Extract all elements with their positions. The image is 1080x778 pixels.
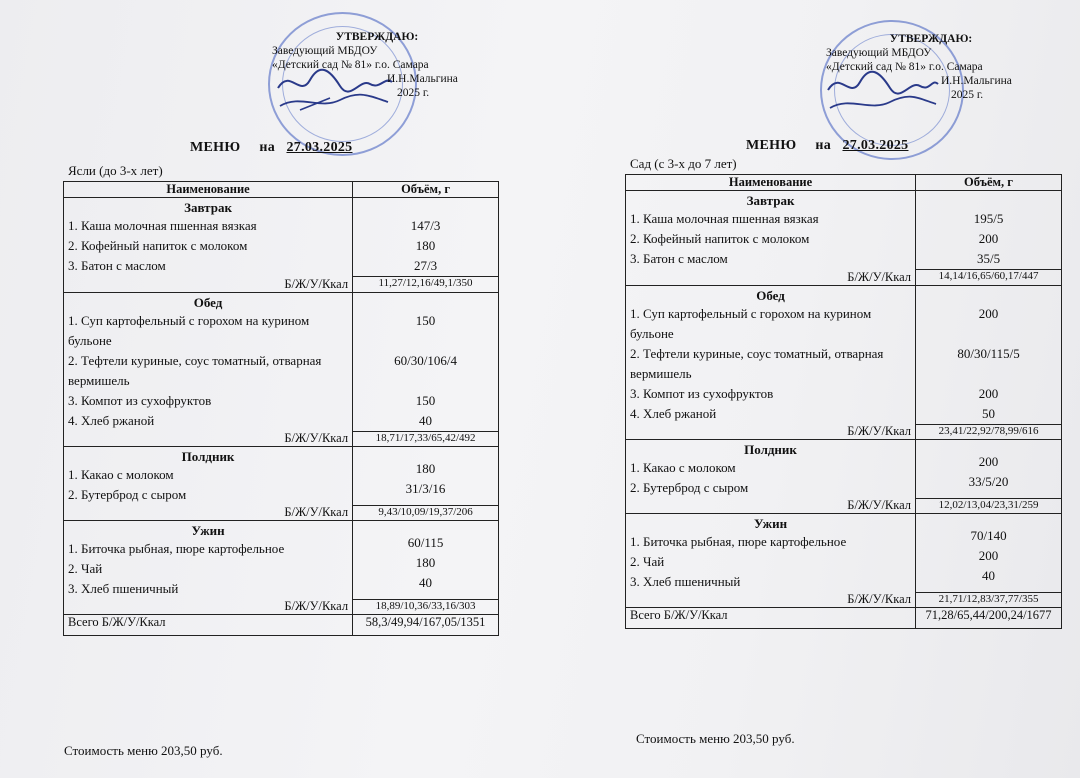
item-volume: 33/5/20 xyxy=(968,474,1009,489)
item-volume: 27/3 xyxy=(413,258,438,273)
approval-position: Заведующий МБДОУ xyxy=(826,47,932,59)
menu-item: 2. Тефтели куриные, соус томатный, отварная вермишель xyxy=(68,352,322,388)
item-volume: 150 xyxy=(415,392,436,408)
menu-item: 3. Батон с маслом xyxy=(630,251,728,266)
nutrition-label: Б/Ж/У/Ккал xyxy=(626,270,916,286)
left-age-group: Ясли (до 3-х лет) xyxy=(68,163,163,178)
approval-name: И.Н.Мальгина xyxy=(941,75,1012,87)
item-volume: 147/3 xyxy=(410,218,441,233)
menu-item: 2. Кофейный напиток с молоком xyxy=(68,238,248,253)
section-title: Завтрак xyxy=(746,193,795,208)
menu-on: на xyxy=(815,138,832,153)
menu-item: 3. Компот из сухофруктов xyxy=(630,385,774,401)
left-menu-table xyxy=(63,181,499,636)
item-volume: 200 xyxy=(978,454,999,469)
right-menu-cost: Стоимость меню 203,50 руб. xyxy=(636,731,795,746)
item-volume: 40 xyxy=(982,568,996,583)
approval-org: «Детский сад № 81» г.о. Самара xyxy=(272,59,429,71)
approval-title: УТВЕРЖДАЮ: xyxy=(889,33,973,45)
right-menu-table xyxy=(625,174,1062,629)
nutrition-label: Б/Ж/У/Ккал xyxy=(64,505,353,521)
item-volume: 31/3/16 xyxy=(405,481,446,496)
menu-item: 3. Хлеб пшеничный xyxy=(68,581,179,596)
section-title: Полдник xyxy=(181,449,235,464)
item-volume: 60/115 xyxy=(407,535,444,550)
nutrition-value: 21,71/12,83/37,77/355 xyxy=(916,592,1062,608)
right-approval-block xyxy=(826,32,1036,102)
total-label: Всего Б/Ж/У/Ккал xyxy=(626,608,916,629)
menu-item: 1. Какао с молоком xyxy=(68,467,174,482)
nutrition-label: Б/Ж/У/Ккал xyxy=(626,592,916,608)
item-volume: 150 xyxy=(415,312,436,328)
nutrition-value: 18,89/10,36/33,16/303 xyxy=(353,599,499,615)
nutrition-value: 18,71/17,33/65,42/492 xyxy=(353,431,499,447)
item-volume: 200 xyxy=(978,385,999,401)
menu-item: 4. Хлеб ржаной xyxy=(630,405,717,421)
menu-date: 27.03.2025 xyxy=(842,138,909,153)
item-volume: 195/5 xyxy=(973,211,1004,226)
approval-year: 2025 г. xyxy=(951,89,984,101)
approval-name: И.Н.Мальгина xyxy=(387,73,458,85)
total-value: 58,3/49,94/167,05/1351 xyxy=(353,615,499,636)
menu-item: 3. Батон с маслом xyxy=(68,258,166,273)
nutrition-value: 11,27/12,16/49,1/350 xyxy=(353,277,499,293)
nutrition-label: Б/Ж/У/Ккал xyxy=(64,431,353,447)
nutrition-value: 9,43/10,09/19,37/206 xyxy=(353,505,499,521)
nutrition-label: Б/Ж/У/Ккал xyxy=(64,599,353,615)
menu-item: 3. Хлеб пшеничный xyxy=(630,574,741,589)
nutrition-label: Б/Ж/У/Ккал xyxy=(626,424,916,440)
menu-item: 2. Бутерброд с сыром xyxy=(68,487,187,502)
section-title: Обед xyxy=(756,287,785,303)
menu-item: 1. Биточка рыбная, пюре картофельное xyxy=(68,541,285,556)
item-volume: 50 xyxy=(982,405,996,421)
menu-item: 1. Каша молочная пшенная вязкая xyxy=(68,218,257,233)
menu-item: 1. Суп картофельный с горохом на курином бульоне xyxy=(68,312,310,348)
item-volume: 70/140 xyxy=(970,528,1007,543)
menu-on: на xyxy=(259,140,276,155)
menu-label: МЕНЮ xyxy=(746,138,797,153)
item-volume: 60/30/106/4 xyxy=(394,352,457,368)
menu-item: 3. Компот из сухофруктов xyxy=(68,392,212,408)
section-title: Обед xyxy=(193,294,223,310)
column-header-name: Наименование xyxy=(64,182,353,198)
menu-item: 2. Тефтели куриные, соус томатный, отварная вермишель xyxy=(630,345,884,381)
menu-item: 4. Хлеб ржаной xyxy=(68,412,155,428)
menu-item: 1. Биточка рыбная, пюре картофельное xyxy=(630,534,847,549)
item-volume: 200 xyxy=(978,305,999,321)
approval-year: 2025 г. xyxy=(397,87,430,99)
item-volume: 35/5 xyxy=(976,251,1001,266)
nutrition-value: 23,41/22,92/78,99/616 xyxy=(916,424,1062,440)
approval-org: «Детский сад № 81» г.о. Самара xyxy=(826,61,983,73)
nutrition-label: Б/Ж/У/Ккал xyxy=(626,498,916,514)
menu-item: 2. Чай xyxy=(630,554,665,569)
section-title: Завтрак xyxy=(184,200,232,215)
approval-position: Заведующий МБДОУ xyxy=(272,45,378,57)
section-title: Полдник xyxy=(744,442,797,457)
column-header-name: Наименование xyxy=(626,175,916,191)
item-volume: 200 xyxy=(978,231,999,246)
menu-item: 1. Какао с молоком xyxy=(630,460,736,475)
section-title: Ужин xyxy=(191,523,225,538)
item-volume: 180 xyxy=(415,461,436,476)
menu-item: 2. Бутерброд с сыром xyxy=(630,480,749,495)
right-menu-title xyxy=(746,138,908,154)
item-volume: 180 xyxy=(415,555,436,570)
left-menu-cost: Стоимость меню 203,50 руб. xyxy=(64,743,223,758)
menu-item: 1. Суп картофельный с горохом на курином бульоне xyxy=(630,305,872,341)
right-age-group: Сад (с 3-х до 7 лет) xyxy=(630,156,737,171)
menu-item: 2. Кофейный напиток с молоком xyxy=(630,231,810,246)
item-volume: 40 xyxy=(419,575,433,590)
total-value: 71,28/65,44/200,24/1677 xyxy=(916,608,1062,629)
left-approval-block xyxy=(272,30,482,100)
menu-date: 27.03.2025 xyxy=(286,140,353,155)
nutrition-value: 12,02/13,04/23,31/259 xyxy=(916,498,1062,514)
item-volume: 180 xyxy=(415,238,436,253)
column-header-volume: Объём, г xyxy=(353,182,499,198)
nutrition-value: 14,14/16,65/60,17/447 xyxy=(916,270,1062,286)
item-volume: 40 xyxy=(419,412,433,428)
menu-item: 2. Чай xyxy=(68,561,103,576)
item-volume: 80/30/115/5 xyxy=(957,345,1020,361)
menu-item: 1. Каша молочная пшенная вязкая xyxy=(630,211,819,226)
nutrition-label: Б/Ж/У/Ккал xyxy=(64,277,353,293)
item-volume: 200 xyxy=(978,548,999,563)
total-label: Всего Б/Ж/У/Ккал xyxy=(64,615,353,636)
menu-label: МЕНЮ xyxy=(190,140,241,155)
column-header-volume: Объём, г xyxy=(916,175,1062,191)
section-title: Ужин xyxy=(753,516,788,531)
approval-title: УТВЕРЖДАЮ: xyxy=(335,31,419,43)
left-menu-title xyxy=(190,140,352,156)
